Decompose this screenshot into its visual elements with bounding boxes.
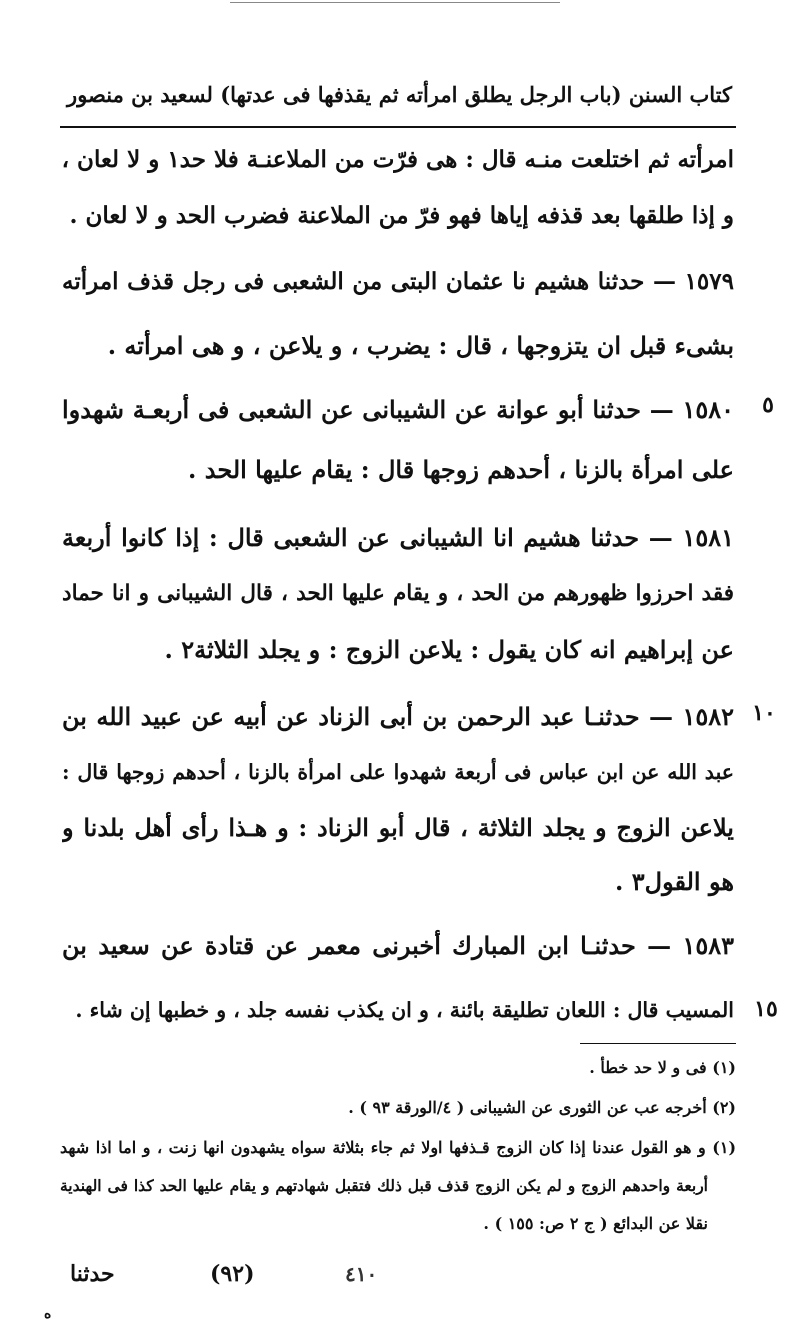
margin-line-number-5: ٥ bbox=[762, 392, 774, 418]
hadith-1580-line-1: ١٥٨٠ — حدثنا أبو عوانة عن الشيبانى عن الشعبى فى أربعـة شهدوا bbox=[62, 395, 734, 424]
footnote-1: (١) فى و لا حد خطأ . bbox=[589, 1058, 736, 1077]
hadith-1581-line-3: عن إبراهيم انه كان يقول : يلاعن الزوج : و يجلد الثلاثة٢ . bbox=[164, 635, 734, 664]
hadith-1582-line-1: ١٥٨٢ — حدثنـا عبد الرحمن بن أبى الزناد عن أبيه عن عبيد الله بن bbox=[62, 702, 734, 731]
hadith-1583-line-2: المسيب قال : اللعان تطليقة بائنة ، و ان يكذب نفسه جلد ، و خطبها إن شاء . bbox=[75, 998, 734, 1022]
hadith-1580-line-2: على امرأة بالزنا ، أحدهم زوجها قال : يقام عليها الحد . bbox=[188, 455, 734, 484]
hadith-1582-line-4: هو القول٣ . bbox=[615, 867, 734, 896]
body-line-1: امرأته ثم اختلعت منـه قال : هى فرّت من الملاعنـة فلا حد١ و لا لعان ، bbox=[62, 146, 734, 173]
hadith-1581-line-1: ١٥٨١ — حدثنا هشيم انا الشيبانى عن الشعبى قال : إذا كانوا أربعة bbox=[62, 523, 734, 552]
editor-note-line-1: (١) و هو القول عندنا إذا كان الزوج قـذفها اولا ثم جاء بثلاثة سواه يشهدون انها زنت ، و اما اذا شهد bbox=[60, 1138, 736, 1157]
volume-mark: ٤١٠ bbox=[345, 1262, 378, 1286]
running-header: كتاب السنن (باب الرجل يطلق امرأته ثم يقذفها فى عدتها) لسعيد بن منصور bbox=[67, 82, 732, 107]
catchword: حدثنا bbox=[70, 1261, 115, 1287]
body-line-2: و إذا طلقها بعد قذفه إياها فهو فرّ من الملاعنة فضرب الحد و لا لعان . bbox=[69, 202, 734, 229]
top-edge-line bbox=[230, 2, 560, 3]
page-number: (٩٢) bbox=[210, 1261, 255, 1287]
hadith-1583-line-1: ١٥٨٣ — حدثنـا ابن المبارك أخبرنى معمر عن قتادة عن سعيد بن bbox=[62, 931, 734, 960]
corner-mark: ه bbox=[44, 1306, 52, 1322]
hadith-1579-line-1: ١٥٧٩ — حدثنا هشيم نا عثمان البتى من الشعبى فى رجل قذف امرأته bbox=[62, 268, 734, 295]
hadith-1582-line-2: عبد الله عن ابن عباس فى أربعة شهدوا على امرأة بالزنا ، أحدهم زوجها قال : bbox=[62, 760, 734, 784]
footnote-rule bbox=[580, 1043, 736, 1044]
hadith-1582-line-3: يلاعن الزوج و يجلد الثلاثة ، قال أبو الزناد : و هـذا رأى أهل بلدنا و bbox=[62, 813, 734, 842]
editor-note-line-2: أربعة واحدهم الزوج و لم يكن الزوج قذف قبل ذلك فتقبل شهادتهم و يقام عليها الحد كذا فى الهندية bbox=[60, 1176, 708, 1195]
footnote-2: (٢) أخرجه عب عن الثورى عن الشيبانى ( ٤/الورقة ٩٣ ) . bbox=[348, 1098, 736, 1117]
header-rule bbox=[60, 126, 736, 128]
editor-note-line-3: نقلا عن البدائع ( ج ٢ ص: ١٥٥ ) . bbox=[483, 1214, 708, 1233]
margin-line-number-10: ١٠ bbox=[752, 700, 776, 726]
hadith-1581-line-2: فقد احرزوا ظهورهم من الحد ، و يقام عليها الحد ، قال الشيبانى و انا حماد bbox=[62, 581, 734, 606]
margin-line-number-15: ١٥ bbox=[754, 996, 778, 1022]
hadith-1579-line-2: بشىء قبل ان يتزوجها ، قال : يضرب ، و يلاعن ، و هى امرأته . bbox=[107, 331, 734, 360]
